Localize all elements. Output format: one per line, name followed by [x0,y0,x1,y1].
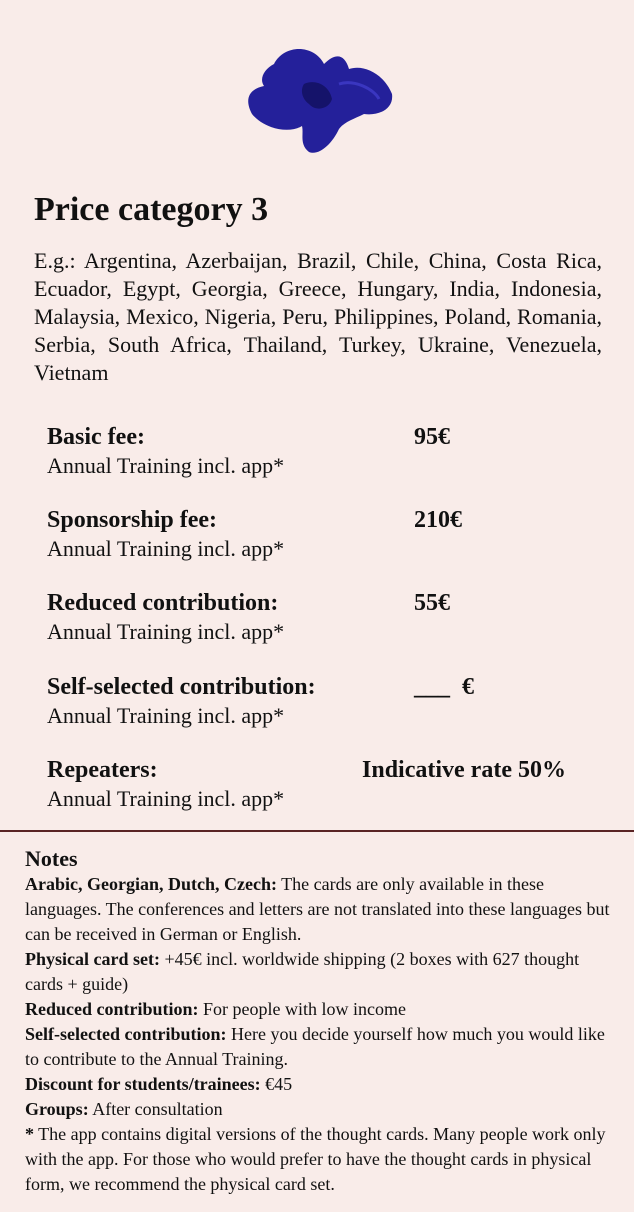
fee-description: Annual Training incl. app* [47,786,285,811]
note-item [25,1097,615,1122]
notes-heading: Notes [25,846,78,871]
fee-row-reduced [47,588,607,646]
note-term: Arabic, Georgian, Dutch, Czech: [25,874,277,894]
fee-label: Repeaters: [47,757,158,783]
fee-row-sponsorship [47,505,607,563]
note-text: After consultation [88,1099,223,1119]
note-term: Discount for students/trainees: [25,1074,261,1094]
fee-row-basic [47,422,607,480]
page-title: Price category 3 [34,191,269,228]
note-item [25,872,615,947]
note-term: Groups: [25,1099,89,1119]
note-text: Here you decide yourself how much you would like to contribute to the Annual Training. [25,1024,605,1069]
note-term: Reduced contribution: [25,999,199,1019]
note-item [25,1072,615,1097]
note-term: * [25,1124,34,1144]
divider [0,830,634,832]
fee-description: Annual Training incl. app* [47,703,285,728]
note-item [25,1022,615,1072]
fee-label: Sponsorship fee: [47,507,218,533]
note-text: For people with low income [198,999,406,1019]
fee-row-repeaters [47,755,607,813]
fee-description: Annual Training incl. app* [47,619,285,644]
fee-description: Annual Training incl. app* [47,453,285,478]
note-item [25,997,615,1022]
note-text: The cards are only available in these languages. The conferences and letters are not translated into these languages but can be received in German or English. [25,874,610,944]
note-item [25,1122,615,1197]
note-term: Physical card set: [25,949,160,969]
note-text: +45€ incl. worldwide shipping (2 boxes with 627 thought cards + guide) [25,949,580,994]
fee-price: Indicative rate 50% [362,757,566,783]
fee-price: 210€ [414,507,462,533]
example-countries: E.g.: Argentina, Azerbaijan, Brazil, Chile, China, Costa Rica, Ecuador, Egypt, Georgia, Greece, Hungary, India, Indonesia, Malaysia, Mexico, Nigeria, Peru, Philippines, Poland, Romania, Serbia, South Africa, Thailand, Turkey, Ukraine, Venezuela, Vietnam [34,248,602,385]
fee-label: Self-selected contribution: [47,674,316,700]
note-text: €45 [260,1074,293,1094]
fee-description: Annual Training incl. app* [47,536,285,561]
fee-label: Basic fee: [47,424,145,450]
fee-row-self-selected [47,672,607,730]
note-text: The app contains digital versions of the thought cards. Many people work only with the app. For those who would prefer to have the thought cards in physical form, we recommend the physical card set. [25,1124,606,1194]
fee-price: ___ € [414,674,474,700]
note-term: Self-selected contribution: [25,1024,227,1044]
fee-price: 55€ [414,590,450,616]
fee-price: 95€ [414,424,450,450]
blue-flower-icon [244,44,396,158]
note-item [25,947,615,997]
notes-section [25,846,615,1197]
fee-label: Reduced contribution: [47,590,279,616]
